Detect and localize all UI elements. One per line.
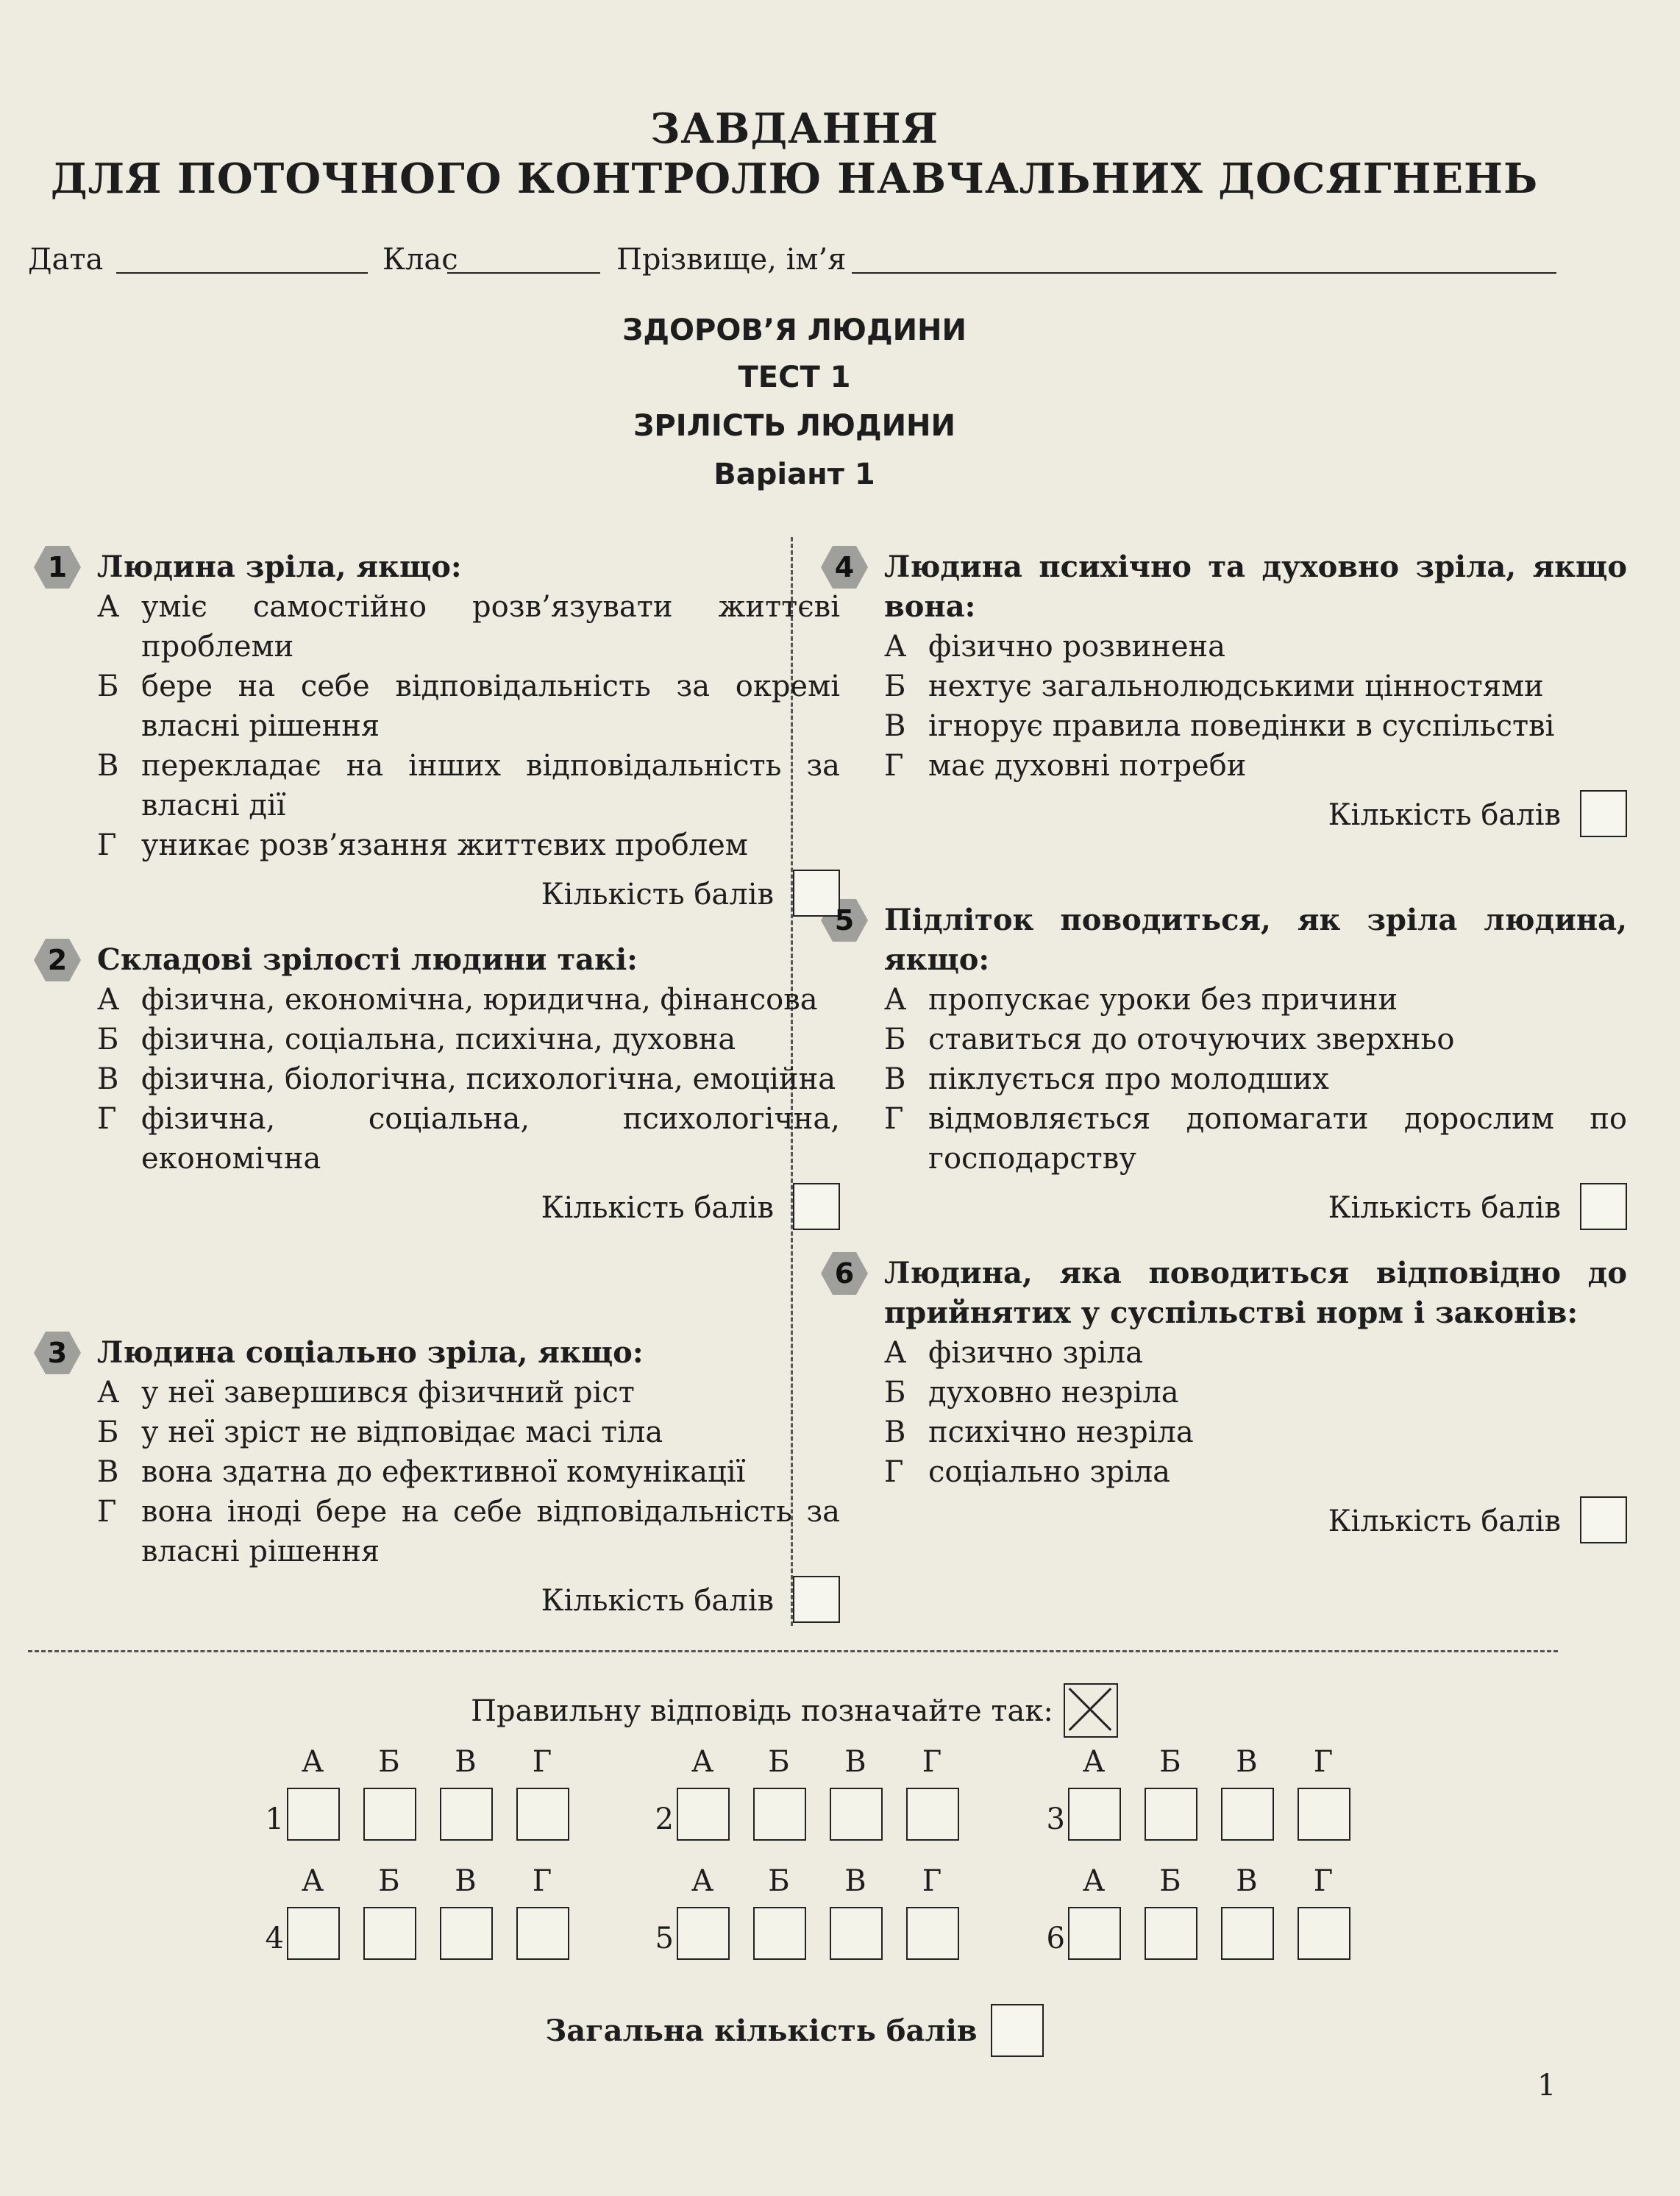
answer-letter-label: А — [301, 1864, 324, 1898]
option-d: Г уникає розв’язання життєвих проблем — [97, 828, 748, 862]
option-b: Б фізична, соціальна, психічна, духовна — [97, 1023, 736, 1056]
option-c: В психічно незріла — [884, 1415, 1194, 1449]
option-d: Г має духовні потреби — [884, 749, 1247, 783]
answer-letter-label: В — [1236, 1745, 1258, 1779]
question-text: Людина психічно та духовно зріла, якщо вона: — [884, 550, 1627, 624]
answer-letter-label: А — [691, 1745, 714, 1779]
answer-checkbox[interactable] — [830, 1788, 883, 1841]
answer-checkbox[interactable] — [677, 1788, 730, 1841]
score-label: Кількість балів — [1328, 798, 1561, 832]
answer-row-4 — [257, 1864, 611, 1967]
option-b: Б нехтує загальнолюдськими цінностями — [884, 669, 1544, 703]
answer-letter-label: А — [301, 1745, 324, 1779]
answer-row-number: 1 — [265, 1802, 284, 1836]
answer-row-number: 3 — [1046, 1802, 1065, 1836]
answer-checkbox[interactable] — [753, 1788, 806, 1841]
answer-checkbox[interactable] — [440, 1788, 493, 1841]
answer-letter-label: Б — [1159, 1864, 1181, 1898]
score-box[interactable] — [1580, 1496, 1627, 1543]
score-box[interactable] — [1580, 790, 1627, 837]
answer-letter-label: Б — [768, 1864, 790, 1898]
question-number-badge: 6 — [821, 1252, 868, 1295]
score-box[interactable] — [1580, 1183, 1627, 1230]
option-c: В піклується про молодших — [884, 1062, 1329, 1096]
answer-letter-label: А — [1082, 1745, 1106, 1779]
answer-letter-label: А — [1082, 1864, 1106, 1898]
question-text: Підліток поводиться, як зріла людина, якщо: — [884, 903, 1627, 977]
answer-letter-label: Г — [922, 1864, 942, 1898]
answer-letters — [1068, 1864, 1377, 1901]
marked-box-example-icon — [1064, 1683, 1118, 1738]
answer-row-2 — [647, 1745, 1000, 1848]
option-a: А уміє самостійно розв’язувати життєві проблеми — [97, 590, 840, 664]
answer-checkbox[interactable] — [830, 1907, 883, 1960]
answer-checkbox[interactable] — [1298, 1788, 1350, 1841]
answer-letters — [1068, 1745, 1377, 1782]
score-row — [97, 1183, 840, 1233]
option-c: В перекладає на інших відповідальність за власні дії — [97, 749, 840, 822]
option-a: А у неї завершився фізичний ріст — [97, 1376, 635, 1410]
answer-instruction — [0, 1686, 1589, 1741]
question-3 — [47, 1333, 840, 1626]
student-info-row — [28, 237, 1558, 281]
name-label: Прізвище, ім’я — [616, 243, 847, 277]
question-number-badge: 2 — [34, 939, 81, 981]
option-d: Г вона іноді бере на себе відповідальність за власні рішення — [97, 1495, 840, 1568]
answer-checkbox[interactable] — [363, 1907, 416, 1960]
answer-letter-label: Г — [1313, 1745, 1334, 1779]
answer-checkbox[interactable] — [287, 1788, 340, 1841]
score-box[interactable] — [793, 1183, 840, 1230]
page-number: 1 — [1537, 2069, 1556, 2103]
score-row — [97, 870, 840, 920]
answer-letter-label: Г — [532, 1745, 552, 1779]
answer-letter-label: Г — [532, 1864, 552, 1898]
answer-letter-label: Б — [378, 1745, 400, 1779]
answer-row-number: 6 — [1046, 1922, 1065, 1955]
topic-heading: ЗДОРОВ’Я ЛЮДИНИ — [622, 313, 967, 347]
question-text: Складові зрілості людини такі: — [97, 942, 638, 977]
answer-letter-label: Б — [378, 1864, 400, 1898]
answer-checkbox[interactable] — [906, 1907, 959, 1960]
answer-row-number: 4 — [265, 1922, 284, 1955]
total-score-row — [0, 2007, 1589, 2060]
option-a: А фізично зріла — [884, 1336, 1143, 1370]
score-label: Кількість балів — [541, 1191, 774, 1225]
answer-checkbox[interactable] — [1221, 1788, 1274, 1841]
answer-row-6 — [1039, 1864, 1392, 1967]
answer-checkbox[interactable] — [516, 1788, 569, 1841]
option-d: Г соціально зріла — [884, 1455, 1170, 1489]
answer-letters — [287, 1745, 596, 1782]
answer-letter-label: В — [844, 1745, 866, 1779]
question-5 — [834, 900, 1627, 1233]
answer-letters — [677, 1864, 986, 1901]
question-number-badge: 3 — [34, 1332, 81, 1374]
answer-checkbox[interactable] — [1221, 1907, 1274, 1960]
question-6 — [834, 1254, 1627, 1546]
date-field[interactable] — [116, 272, 368, 274]
score-label: Кількість балів — [1328, 1191, 1561, 1225]
question-text: Людина зріла, якщо: — [97, 550, 462, 584]
answer-checkbox[interactable] — [440, 1907, 493, 1960]
question-text: Людина, яка поводиться відповідно до прийнятих у суспільстві норм і законів: — [884, 1256, 1627, 1330]
answer-checkbox[interactable] — [753, 1907, 806, 1960]
question-text: Людина соціально зріла, якщо: — [97, 1335, 644, 1370]
answer-letter-label: В — [455, 1745, 477, 1779]
answer-checkbox[interactable] — [363, 1788, 416, 1841]
answer-letter-label: А — [691, 1864, 714, 1898]
option-c: В фізична, біологічна, психологічна, емоційна — [97, 1062, 836, 1096]
score-label: Кількість балів — [541, 878, 774, 912]
answer-letters — [287, 1864, 596, 1901]
answer-row-number: 5 — [655, 1922, 674, 1955]
answer-instruction-text: Правильну відповідь позначайте так: — [471, 1694, 1053, 1728]
answer-checkbox[interactable] — [906, 1788, 959, 1841]
total-score-box[interactable] — [991, 2004, 1044, 2057]
option-b: Б ставиться до оточуючих зверхньо — [884, 1023, 1455, 1056]
option-b: Б бере на себе відповідальність за окремі власні рішення — [97, 669, 840, 743]
class-label: Клас — [382, 243, 458, 277]
answer-checkbox[interactable] — [287, 1907, 340, 1960]
test-heading: ТЕСТ 1 — [738, 360, 851, 394]
score-row — [884, 790, 1627, 840]
option-b: Б у неї зріст не відповідає масі тіла — [97, 1415, 663, 1449]
answer-checkbox[interactable] — [677, 1907, 730, 1960]
option-d: Г відмовляється допомагати дорослим по господарству — [884, 1102, 1627, 1176]
answer-checkbox[interactable] — [1145, 1788, 1197, 1841]
score-row — [97, 1576, 840, 1626]
answer-checkbox[interactable] — [1068, 1907, 1121, 1960]
answer-letter-label: Г — [1313, 1864, 1334, 1898]
total-score-label: Загальна кількість балів — [545, 2014, 978, 2048]
answer-checkbox[interactable] — [1068, 1788, 1121, 1841]
answer-letter-label: В — [844, 1864, 866, 1898]
subtopic-heading: ЗРІЛІСТЬ ЛЮДИНИ — [633, 409, 955, 443]
question-4 — [834, 547, 1627, 840]
option-c: В вона здатна до ефективної комунікації — [97, 1455, 746, 1489]
answer-checkbox[interactable] — [516, 1907, 569, 1960]
answer-checkbox[interactable] — [1145, 1907, 1197, 1960]
title-line-2: ДЛЯ ПОТОЧНОГО КОНТРОЛЮ НАВЧАЛЬНИХ ДОСЯГНЕНЬ — [50, 154, 1539, 203]
option-d: Г фізична, соціальна, психологічна, економічна — [97, 1102, 840, 1176]
score-box[interactable] — [793, 1576, 840, 1623]
title-line-1: ЗАВДАННЯ — [650, 104, 939, 153]
answer-row-1 — [257, 1745, 611, 1848]
question-number-badge: 5 — [821, 899, 868, 942]
option-c: В ігнорує правила поведінки в суспільстві — [884, 709, 1555, 743]
name-field[interactable] — [852, 272, 1556, 274]
option-a: А фізично розвинена — [884, 630, 1226, 664]
answer-letters — [677, 1745, 986, 1782]
answer-checkbox[interactable] — [1298, 1907, 1350, 1960]
answer-letter-label: Г — [922, 1745, 942, 1779]
question-number-badge: 4 — [821, 546, 868, 589]
answer-letter-label: Б — [1159, 1745, 1181, 1779]
option-a: А фізична, економічна, юридична, фінансова — [97, 983, 818, 1017]
answer-row-number: 2 — [655, 1802, 674, 1836]
score-label: Кількість балів — [541, 1584, 774, 1618]
variant-heading: Варіант 1 — [713, 458, 875, 491]
score-label: Кількість балів — [1328, 1504, 1561, 1538]
question-1 — [47, 547, 840, 920]
option-b: Б духовно незріла — [884, 1376, 1179, 1410]
question-number-badge: 1 — [34, 546, 81, 589]
answer-letter-label: В — [455, 1864, 477, 1898]
score-row — [884, 1183, 1627, 1233]
answer-letter-label: В — [1236, 1864, 1258, 1898]
class-field[interactable] — [447, 272, 600, 274]
cut-line — [28, 1650, 1558, 1652]
option-a: А пропускає уроки без причини — [884, 983, 1398, 1017]
answer-row-3 — [1039, 1745, 1392, 1848]
answer-letter-label: Б — [768, 1745, 790, 1779]
question-2 — [47, 940, 840, 1233]
score-row — [884, 1496, 1627, 1546]
answer-row-5 — [647, 1864, 1000, 1967]
date-label: Дата — [28, 243, 104, 277]
